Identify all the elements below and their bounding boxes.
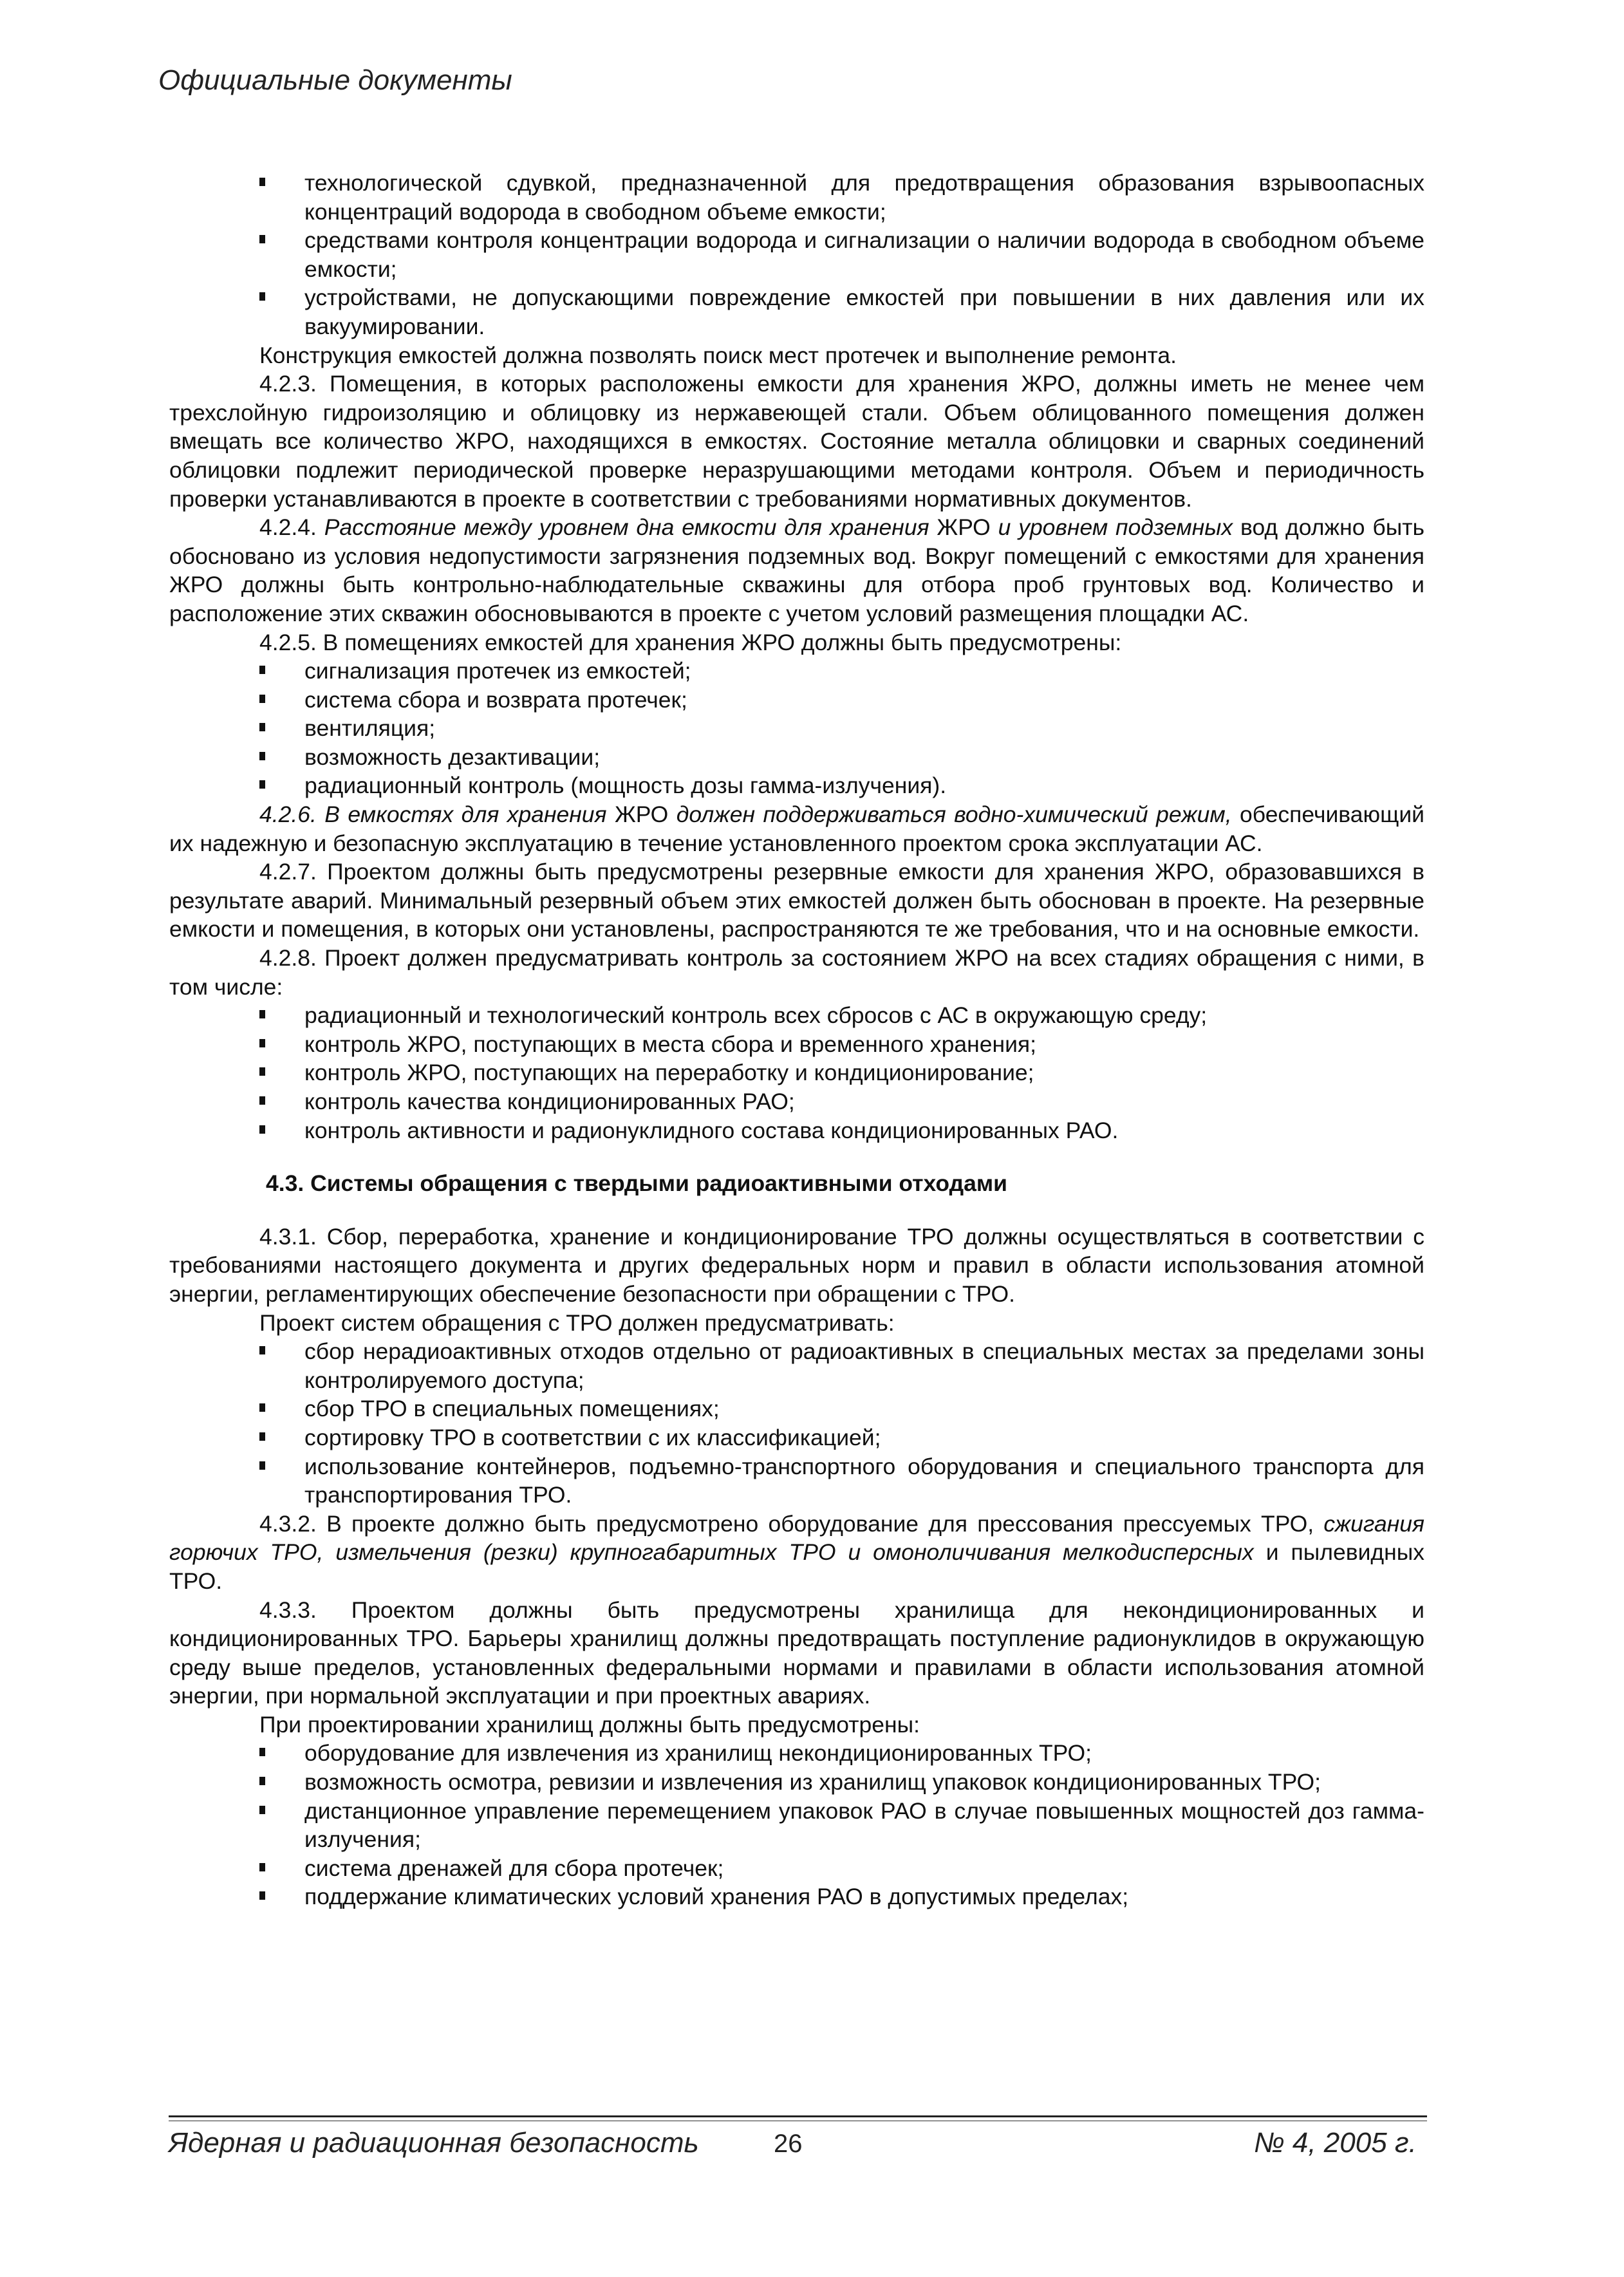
bullet-icon [259, 292, 265, 301]
bullet-icon [259, 1403, 265, 1412]
bullet-icon [259, 1777, 265, 1785]
bullet-icon [259, 1863, 265, 1871]
paragraph-4-3-1: 4.3.1. Сбор, переработка, хранение и кондиционирование ТРО должны осуществляться в соответствии с требованиями настоящего документа и других федеральных норм и правил в области использования атомной энергии, регламентирующих обеспечение безопасности при обращении с ТРО. [169, 1223, 1424, 1307]
list-item: контроль ЖРО, поступающих в места сбора и временного хранения; [169, 1030, 1424, 1059]
list-item: устройствами, не допускающими повреждение емкостей при повышении в них давления или их вакуумировании. [169, 283, 1424, 341]
bullet-icon [259, 1010, 265, 1018]
bullet-list-storage [169, 1739, 1424, 1911]
list-item: контроль активности и радионуклидного состава кондиционированных РАО. [169, 1116, 1424, 1145]
bullet-icon [259, 178, 265, 186]
paragraph-4-2-6: 4.2.6. В емкостях для хранения ЖРО должен поддерживаться водно-химический режим, обеспечивающий их надежную и безопасную эксплуатацию в течение установленного проектом срока эксплуатации АС. [169, 801, 1424, 856]
bullet-icon [259, 1748, 265, 1756]
bullet-icon [259, 1891, 265, 1900]
bullet-icon [259, 1461, 265, 1470]
bullet-icon [259, 780, 265, 789]
list-item: контроль ЖРО, поступающих на переработку и кондиционирование; [169, 1058, 1424, 1087]
bullet-list-room-requirements [169, 657, 1424, 800]
paragraph-4-3-3: 4.3.3. Проектом должны быть предусмотрены хранилища для некондиционированных и кондиционированных ТРО. Барьеры хранилищ должны предотвращать поступление радионуклидов в окружающую среду выше пределов, установленных федеральными нормами и правилами в области использования атомной энергии, при нормальной эксплуатации и при проектных авариях. [169, 1597, 1424, 1709]
bullet-icon [259, 1039, 265, 1047]
list-item: радиационный и технологический контроль всех сбросов с АС в окружающую среду; [169, 1001, 1424, 1030]
bullet-icon [259, 695, 265, 703]
list-item: сбор ТРО в специальных помещениях; [169, 1394, 1424, 1423]
list-item: возможность осмотра, ревизии и извлечения из хранилищ упаковок кондиционированных ТРО; [169, 1768, 1424, 1797]
list-item: поддержание климатических условий хранения РАО в допустимых пределах; [169, 1882, 1424, 1911]
list-item: вентиляция; [169, 714, 1424, 743]
bullet-list-control [169, 1001, 1424, 1145]
list-item: сбор нерадиоактивных отходов отдельно от радиоактивных в специальных местах за пределами зоны контролируемого доступа; [169, 1337, 1424, 1394]
bullet-icon [259, 723, 265, 731]
paragraph-4-2-4: 4.2.4. Расстояние между уровнем дна емкости для хранения ЖРО и уровнем подземных вод должно быть обосновано из условия недопустимости загрязнения подземных вод. Вокруг помещений с емкостями для хранения ЖРО должны быть контрольно-наблюдательные скважины для отбора проб грунтовых вод. Количество и расположение этих скважин обосновываются в проекте с учетом условий размещения площадки АС. [169, 514, 1424, 626]
bullet-icon [259, 235, 265, 243]
paragraph-4-3-3-storage: При проектировании хранилищ должны быть предусмотрены: [259, 1711, 920, 1738]
section-heading-4-3: 4.3. Системы обращения с твердыми радиоактивными отходами [266, 1170, 1007, 1197]
footer-journal-title: Ядерная и радиационная безопасность [169, 2127, 699, 2159]
bullet-icon [259, 666, 265, 674]
document-body [169, 169, 1424, 1911]
list-item: возможность дезактивации; [169, 743, 1424, 772]
list-item: система дренажей для сбора протечек; [169, 1854, 1424, 1883]
footer-issue: № 4, 2005 г. [1254, 2127, 1417, 2159]
bullet-icon [259, 1067, 265, 1076]
paragraph-4-2-5: 4.2.5. В помещениях емкостей для хранения ЖРО должны быть предусмотрены: [259, 629, 1122, 655]
bullet-list-tank-equipment [169, 169, 1424, 341]
list-item: радиационный контроль (мощность дозы гамма-излучения). [169, 771, 1424, 800]
paragraph-4-2-7: 4.2.7. Проектом должны быть предусмотрены резервные емкости для хранения ЖРО, образовавшихся в результате аварий. Минимальный резервный объем этих емкостей должен быть обоснован в проекте. На резервные емкости и помещения, в которых они установлены, распространяются те же требования, что и на основные емкости. [169, 859, 1424, 942]
list-item: использование контейнеров, подъемно-транспортного оборудования и специального транспорта для транспортирования ТРО. [169, 1452, 1424, 1510]
bullet-icon [259, 1432, 265, 1441]
list-item: система сбора и возврата протечек; [169, 686, 1424, 715]
bullet-icon [259, 752, 265, 760]
list-item: технологической сдувкой, предназначенной для предотвращения образования взрывоопасных концентраций водорода в свободном объеме емкости; [169, 169, 1424, 226]
footer-divider [169, 2115, 1427, 2117]
bullet-icon [259, 1346, 265, 1354]
list-item: оборудование для извлечения из хранилищ некондиционированных ТРО; [169, 1739, 1424, 1768]
bullet-list-tro-handling [169, 1337, 1424, 1510]
list-item: средствами контроля концентрации водорода и сигнализации о наличии водорода в свободном объеме емкости; [169, 226, 1424, 283]
paragraph-4-3-2: 4.3.2. В проекте должно быть предусмотрено оборудование для прессования прессуемых ТРО, сжигания горючих ТРО, измельчения (резки) крупногабаритных ТРО и омоноличивания мелкодисперсных и пылевидных ТРО. [169, 1510, 1425, 1594]
page-number: 26 [774, 2130, 803, 2158]
list-item: дистанционное управление перемещением упаковок РАО в случае повышенных мощностей доз гамма-излучения; [169, 1797, 1424, 1854]
paragraph-construction: Конструкция емкостей должна позволять поиск мест протечек и выполнение ремонта. [259, 342, 1177, 368]
list-item: сортировку ТРО в соответствии с их классификацией; [169, 1423, 1424, 1452]
running-header: Официальные документы [158, 64, 512, 96]
paragraph-4-2-8: 4.2.8. Проект должен предусматривать контроль за состоянием ЖРО на всех стадиях обращения с ними, в том числе: [169, 945, 1424, 1000]
bullet-icon [259, 1096, 265, 1105]
bullet-icon [259, 1806, 265, 1814]
list-item: контроль качества кондиционированных РАО; [169, 1087, 1424, 1116]
bullet-icon [259, 1125, 265, 1134]
list-item: сигнализация протечек из емкостей; [169, 657, 1424, 686]
paragraph-4-3-1-project: Проект систем обращения с ТРО должен предусматривать: [259, 1309, 895, 1336]
paragraph-4-2-3: 4.2.3. Помещения, в которых расположены емкости для хранения ЖРО, должны иметь не менее чем трехслойную гидроизоляцию и облицовку из нержавеющей стали. Объем облицованного помещения должен вмещать все количество ЖРО, находящихся в емкостях. Состояние металла облицовки и сварных соединений облицовки подлежит периодической проверке неразрушающими методами контроля. Объем и периодичность проверки устанавливаются в проекте в соответствии с требованиями нормативных документов. [169, 371, 1424, 512]
